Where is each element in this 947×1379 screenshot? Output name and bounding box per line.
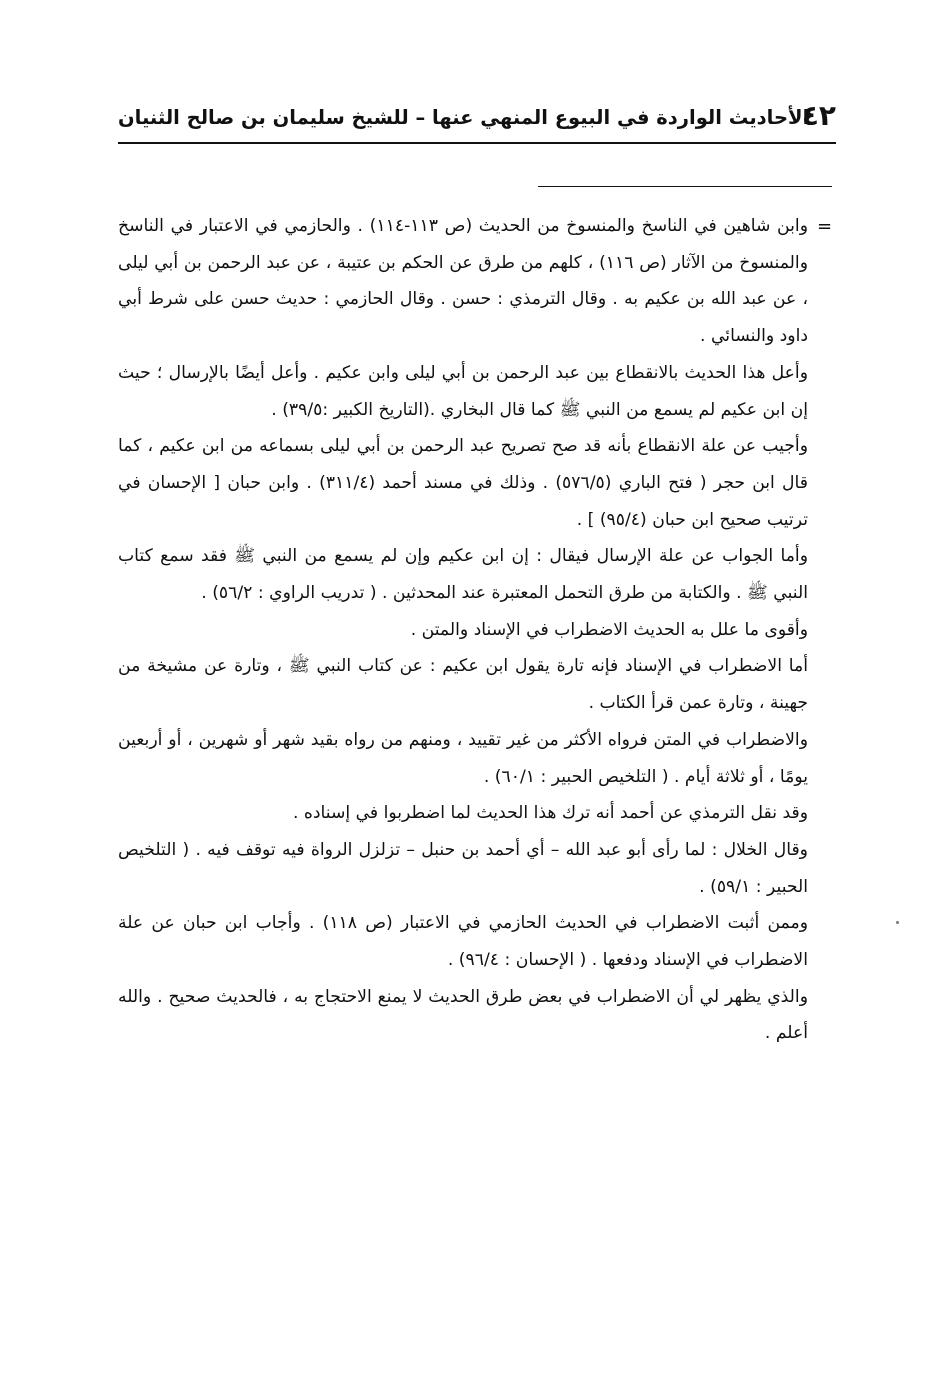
- footnote-separator: [538, 186, 832, 187]
- footnote-paragraph: وأجيب عن علة الانقطاع بأنه قد صح تصريح عبد الرحمن بن أبي ليلى بسماعه من ابن عكيم ، كما قال ابن حجر ( فتح الباري (٥٧٦/٥) . وذلك في مسند أحمد (٣١١/٤) . وابن حبان [ الإحسان في ترتيب صحيح ابن حبان (٩٥/٤) ] .: [118, 436, 808, 530]
- footnote-paragraph: وقد نقل الترمذي عن أحمد أنه ترك هذا الحديث لما اضطربوا في إسناده .: [292, 803, 808, 824]
- footnote-paragraph: والاضطراب في المتن فرواه الأكثر من غير تقييد ، ومنهم من رواه بقيد شهر أو شهرين ، أو أربعين يومًا ، أو ثلاثة أيام . ( التلخيص الحبير : ٦٠/١) .: [118, 729, 808, 787]
- scan-speck: [896, 921, 899, 924]
- page-header: [118, 96, 836, 142]
- footnote-paragraph: أما الاضطراب في الإسناد فإنه تارة يقول ابن عكيم : عن كتاب النبي ﷺ ، وتارة عن مشيخة من جهينة ، وتارة عمن قرأ الكتاب .: [118, 656, 808, 714]
- footnote-paragraph: والذي يظهر لي أن الاضطراب في بعض طرق الحديث لا يمنع الاحتجاج به ، فالحديث صحيح . والله أعلم .: [118, 986, 808, 1044]
- footnote-paragraph: وممن أثبت الاضطراب في الحديث الحازمي في الاعتبار (ص ١١٨) . وأجاب ابن حبان عن علة الاضطراب في الإسناد ودفعها . ( الإحسان : ٩٦/٤) .: [118, 913, 808, 971]
- page-number: ٤٢: [801, 99, 836, 132]
- footnote-paragraph: وأما الجواب عن علة الإرسال فيقال : إن ابن عكيم وإن لم يسمع من النبي ﷺ فقد سمع كتاب النبي ﷺ . والكتابة من طرق التحمل المعتبرة عند المحدثين . ( تدريب الراوي : ٥٦/٢) .: [118, 546, 808, 604]
- footnote-body: [118, 208, 808, 1052]
- running-title: الأحاديث الواردة في البيوع المنهي عنها – للشيخ سليمان بن صالح الثنيان: [118, 106, 810, 129]
- footnote-paragraph: وقال الخلال : لما رأى أبو عبد الله – أي أحمد بن حنبل – تزلزل الرواة فيه توقف فيه . ( التلخيص الحبير : ٥٩/١) .: [118, 839, 808, 897]
- footnote-paragraph: وابن شاهين في الناسخ والمنسوخ من الحديث (ص ١١٣-١١٤) . والحازمي في الاعتبار في الناسخ والمنسوخ من الآثار (ص ١١٦) ، كلهم من طرق عن الحكم بن عتيبة ، عن عبد الرحمن بن أبي ليلى ، عن عبد الله بن عكيم به . وقال الترمذي : حسن . وقال الحازمي : حديث حسن على شرط أبي داود والنسائي .: [118, 216, 808, 347]
- footnote-paragraph: وأقوى ما علل به الحديث الاضطراب في الإسناد والمتن .: [410, 619, 808, 640]
- footnote-continuation-mark: =: [817, 216, 833, 237]
- footnote-paragraph: وأعل هذا الحديث بالانقطاع بين عبد الرحمن بن أبي ليلى وابن عكيم . وأعل أيضًا بالإرسال ؛ حيث إن ابن عكيم لم يسمع من النبي ﷺ كما قال البخاري .(التاريخ الكبير :٣٩/٥) .: [118, 362, 808, 420]
- header-rule: [118, 142, 836, 144]
